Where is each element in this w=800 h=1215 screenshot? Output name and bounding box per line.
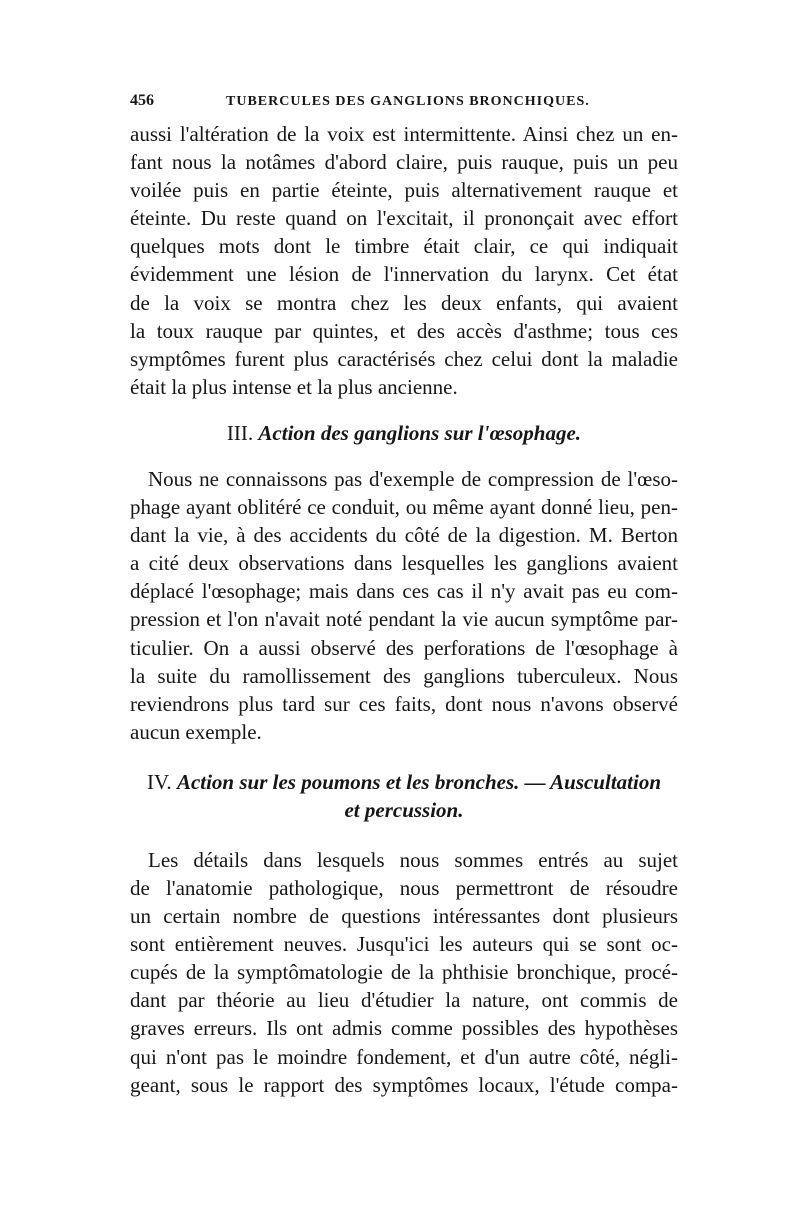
text-line: qui n'ont pas le moindre fondement, et d'un autre côté, négli-	[130, 1044, 678, 1069]
text-line: éteinte. Du reste quand on l'excitait, il prononçait avec effort	[130, 206, 678, 231]
text-line: quelques mots dont le timbre était clair, ce qui indiquait	[130, 234, 678, 259]
text-line: de l'anatomie pathologique, nous permettront de résoudre	[130, 875, 678, 900]
text-line: ticulier. On a aussi observé des perforations de l'œsophage à	[130, 635, 678, 660]
text-line: aucun exemple.	[130, 719, 262, 744]
running-title: TUBERCULES DES GANGLIONS BRONCHIQUES.	[226, 94, 590, 109]
book-page	[130, 92, 678, 1099]
text-line: sont entièrement neuves. Jusqu'ici les auteurs qui se sont oc-	[130, 932, 678, 957]
text-line: reviendrons plus tard sur ces faits, dont nous n'avons observé	[130, 691, 678, 716]
text-line: un certain nombre de questions intéressantes dont plusieurs	[130, 904, 678, 929]
text-line: la suite du ramollissement des ganglions tuberculeux. Nous	[130, 663, 678, 688]
text-line: déplacé l'œsophage; mais dans ces cas il n'y avait pas eu com-	[130, 579, 678, 604]
section-numeral: III.	[226, 420, 254, 445]
paragraph-auscultation	[130, 846, 678, 1099]
text-line: la toux rauque par quintes, et des accès d'asthme; tous ces	[130, 318, 678, 343]
text-line: fant nous la notâmes d'abord claire, puis rauque, puis un peu	[130, 150, 678, 175]
page-number: 456	[130, 92, 154, 109]
text-line: dant la vie, à des accidents du côté de la digestion. M. Berton	[130, 523, 678, 548]
text-line: pression et l'on n'avait noté pendant la vie aucun symptôme par-	[130, 607, 678, 632]
section-numeral: IV.	[146, 769, 172, 794]
paragraph-oesophagus	[130, 465, 678, 746]
paragraph-voice-alteration	[130, 120, 678, 401]
text-line: voilée puis en partie éteinte, puis alternativement rauque et	[130, 178, 678, 203]
text-line: Les détails dans lesquels nous sommes entrés au sujet	[148, 847, 678, 872]
text-line: a cité deux observations dans lesquelles les ganglions avaient	[130, 551, 678, 576]
text-line: phage ayant oblitéré ce conduit, ou même ayant donné lieu, pen-	[130, 495, 678, 520]
section-title-continued: et percussion.	[344, 797, 464, 822]
text-line: symptômes furent plus caractérisés chez celui dont la maladie	[130, 346, 678, 371]
text-line: était la plus intense et la plus ancienne.	[130, 374, 458, 399]
text-line: évidemment une lésion de l'innervation du larynx. Cet état	[130, 262, 678, 287]
text-line: aussi l'altération de la voix est intermittente. Ainsi chez un en-	[130, 122, 678, 146]
text-line: cupés de la symptômatologie de la phthisie bronchique, procé-	[130, 960, 678, 985]
text-line: graves erreurs. Ils ont admis comme possibles des hypothèses	[130, 1016, 678, 1041]
text-line: Nous ne connaissons pas d'exemple de compression de l'œso-	[148, 466, 678, 491]
section-title: Action sur les poumons et les bronches. — Auscultation	[176, 769, 662, 794]
text-line: de la voix se montra chez les deux enfants, qui avaient	[130, 290, 678, 315]
section-heading-oesophagus	[130, 419, 678, 447]
section-title: Action des ganglions sur l'œsophage.	[258, 420, 582, 445]
section-heading-lungs	[130, 768, 678, 824]
running-header	[130, 92, 678, 120]
text-line: geant, sous le rapport des symptômes locaux, l'étude compa-	[130, 1072, 678, 1097]
text-line: dant par théorie au lieu d'étudier la nature, ont commis de	[130, 988, 678, 1013]
